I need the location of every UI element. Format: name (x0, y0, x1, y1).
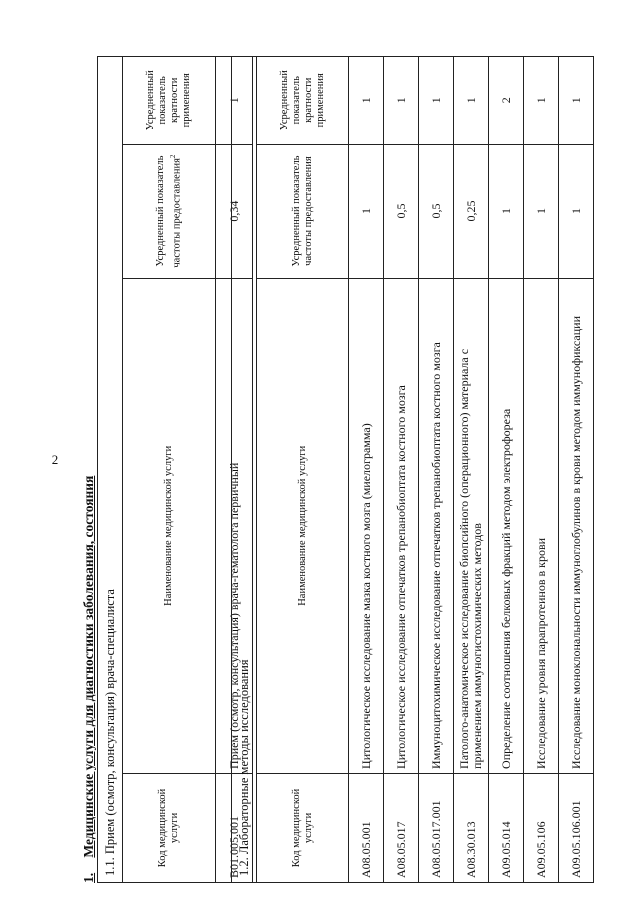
table-consultations (97, 56, 253, 883)
header-code: Код медицинской услуги (257, 773, 349, 882)
table-row (454, 57, 489, 883)
cell-freq: 0,5 (419, 144, 454, 278)
table-caption-row (98, 57, 123, 883)
cell-name: Иммуноцитохимическое исследование отпечатков трепанобиоптата костного мозга (419, 278, 454, 773)
table-lab-methods (231, 56, 594, 883)
cell-mult: 1 (559, 57, 594, 145)
table-caption: 1.2. Лабораторные методы исследования (232, 57, 257, 883)
cell-mult: 1 (349, 57, 384, 145)
cell-code: A09.05.106 (524, 773, 559, 882)
cell-code: B01.005.001 (216, 773, 253, 882)
section-number: 1. (81, 872, 96, 883)
table-caption: 1.1. Прием (осмотр, консультация) врача-специалиста (98, 57, 123, 883)
page-number: 2 (51, 451, 59, 467)
cell-mult: 1 (216, 57, 253, 145)
header-name: Наименование медицинской услуги (257, 278, 349, 773)
cell-name: Исследование уровня парапротеинов в крови (524, 278, 559, 773)
cell-mult: 1 (454, 57, 489, 145)
table-row (349, 57, 384, 883)
cell-code: A09.05.014 (489, 773, 524, 882)
section-title: Медицинские услуги для диагностики заболевания, состояния (81, 475, 96, 858)
cell-name: Определение соотношения белковых фракций методом электрофореза (489, 278, 524, 773)
cell-mult: 1 (419, 57, 454, 145)
cell-code: A08.05.017.001 (419, 773, 454, 882)
cell-mult: 1 (384, 57, 419, 145)
cell-name: Прием (осмотр, консультация) врача-гематолога первичный (216, 278, 253, 773)
cell-freq: 1 (489, 144, 524, 278)
header-mult: Усредненный показатель кратности применения (257, 57, 349, 145)
cell-freq: 0,34 (216, 144, 253, 278)
header-freq (123, 144, 216, 278)
table-row (384, 57, 419, 883)
cell-name: Патолого-анатомическое исследование биопсийного (операционного) материала с применением иммуногистохимических методов (454, 278, 489, 773)
cell-name: Цитологическое исследование мазка костного мозга (миелограмма) (349, 278, 384, 773)
header-mult: Усредненный показатель кратности применения (123, 57, 216, 145)
header-code: Код медицинской услуги (123, 773, 216, 882)
cell-code: A09.05.106.001 (559, 773, 594, 882)
cell-freq: 1 (349, 144, 384, 278)
table-caption-row (232, 57, 257, 883)
table-header-row (123, 57, 216, 883)
cell-name: Цитологическое исследование отпечатков трепанобиоптата костного мозга (384, 278, 419, 773)
cell-freq: 1 (559, 144, 594, 278)
cell-freq: 0,5 (384, 144, 419, 278)
cell-code: A08.05.017 (384, 773, 419, 882)
section-heading (80, 63, 98, 883)
footnote-mark: 2 (168, 154, 177, 159)
cell-freq: 0,25 (454, 144, 489, 278)
table-row (524, 57, 559, 883)
table-row (559, 57, 594, 883)
header-freq: Усредненный показатель частоты предоставления (257, 144, 349, 278)
table-row (419, 57, 454, 883)
cell-code: A08.05.001 (349, 773, 384, 882)
header-name: Наименование медицинской услуги (123, 278, 216, 773)
cell-freq: 1 (524, 144, 559, 278)
cell-code: A08.30.013 (454, 773, 489, 882)
table-row (489, 57, 524, 883)
cell-name: Исследование моноклональности иммуноглобулинов в крови методом иммунофиксации (559, 278, 594, 773)
cell-mult: 1 (524, 57, 559, 145)
table-header-row (257, 57, 349, 883)
header-freq-text: Усредненный показатель частоты предоставления (154, 155, 183, 268)
cell-mult: 2 (489, 57, 524, 145)
